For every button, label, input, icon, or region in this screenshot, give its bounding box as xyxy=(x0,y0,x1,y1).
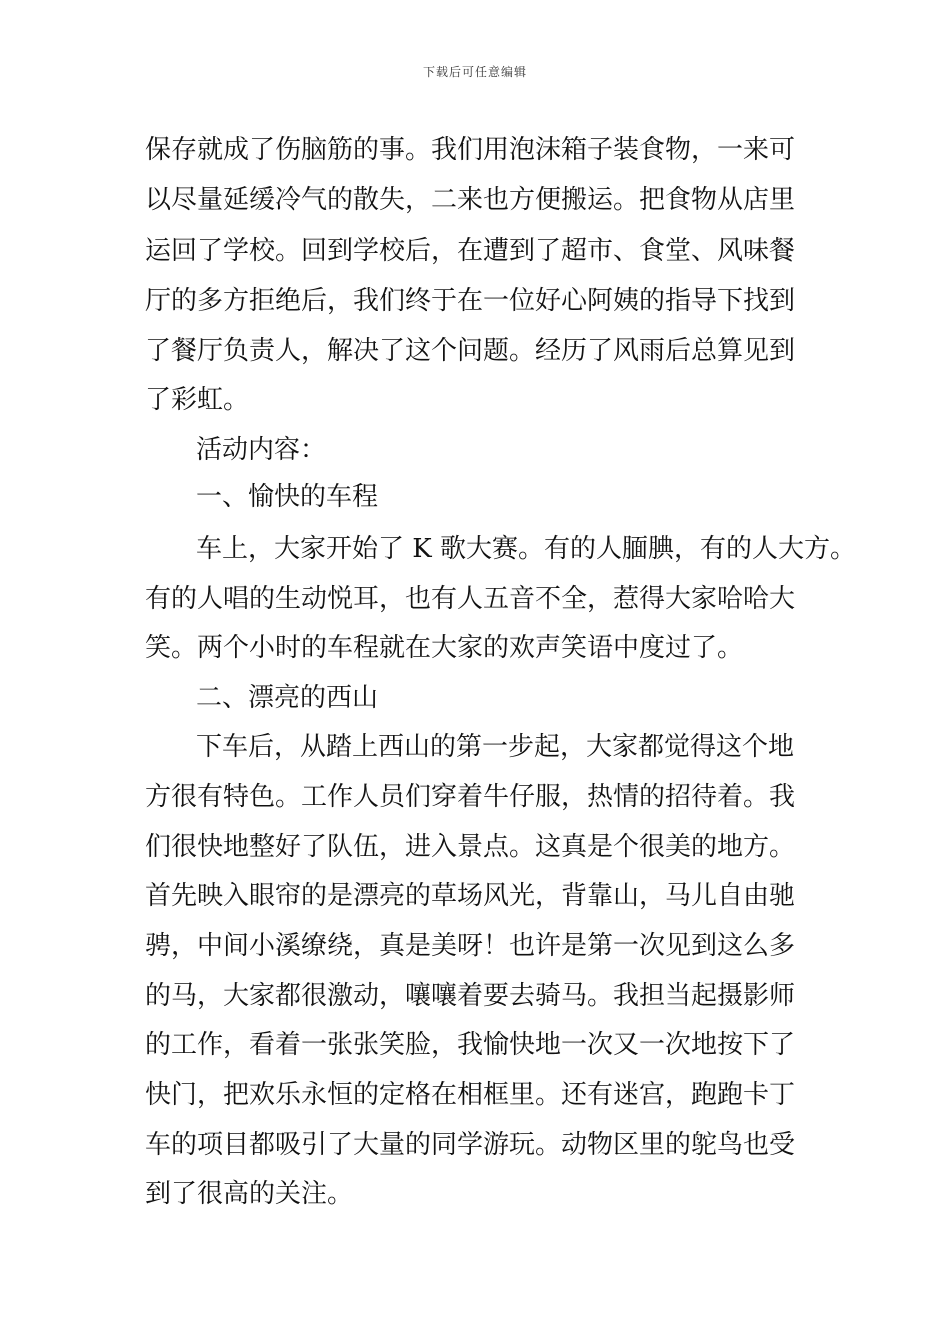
paragraph-line: 厅的多方拒绝后，我们终于在一位好心阿姨的指导下找到 xyxy=(145,286,796,316)
paragraph-line: 的工作，看着一张张笑脸，我愉快地一次又一次地按下了 xyxy=(145,1030,796,1060)
paragraph-line: 了餐厅负责人，解决了这个问题。经历了风雨后总算见到 xyxy=(145,336,796,366)
paragraph-line: 了彩虹。 xyxy=(145,385,250,415)
paragraph-line: 车上，大家开始了 K 歌大赛。有的人腼腆，有的人大方。 xyxy=(196,534,856,564)
paragraph-line: 保存就成了伤脑筋的事。我们用泡沫箱子装食物，一来可 xyxy=(145,135,796,165)
paragraph-line: 们很快地整好了队伍，进入景点。这真是个很美的地方。 xyxy=(145,832,796,862)
paragraph-line: 运回了学校。回到学校后，在遭到了超市、食堂、风味餐 xyxy=(145,236,796,266)
paragraph-line: 骋，中间小溪缭绕，真是美呀！也许是第一次见到这么多 xyxy=(145,931,796,961)
paragraph-line: 以尽量延缓冷气的散失，二来也方便搬运。把食物从店里 xyxy=(145,185,796,215)
paragraph-line: 的马，大家都很激动，嚷嚷着要去骑马。我担当起摄影师 xyxy=(145,981,796,1011)
paragraph-line: 车的项目都吸引了大量的同学游玩。动物区里的鸵鸟也受 xyxy=(145,1130,796,1160)
paragraph-line: 到了很高的关注。 xyxy=(145,1179,354,1209)
section-heading: 一、愉快的车程 xyxy=(196,482,379,512)
paragraph-line: 下车后，从踏上西山的第一步起，大家都觉得这个地 xyxy=(196,732,795,762)
page-header-note: 下载后可任意编辑 xyxy=(422,65,527,79)
paragraph-line: 快门，把欢乐永恒的定格在相框里。还有迷宫，跑跑卡丁 xyxy=(145,1080,796,1110)
paragraph-line: 笑。两个小时的车程就在大家的欢声笑语中度过了。 xyxy=(145,633,744,663)
paragraph-line: 首先映入眼帘的是漂亮的草场风光，背靠山，马儿自由驰 xyxy=(145,881,796,911)
section-heading: 二、漂亮的西山 xyxy=(196,683,379,713)
paragraph-line: 有的人唱的生动悦耳，也有人五音不全，惹得大家哈哈大 xyxy=(145,584,796,614)
section-label: 活动内容： xyxy=(196,435,327,465)
paragraph-line: 方很有特色。工作人员们穿着牛仔服，热情的招待着。我 xyxy=(145,782,796,812)
